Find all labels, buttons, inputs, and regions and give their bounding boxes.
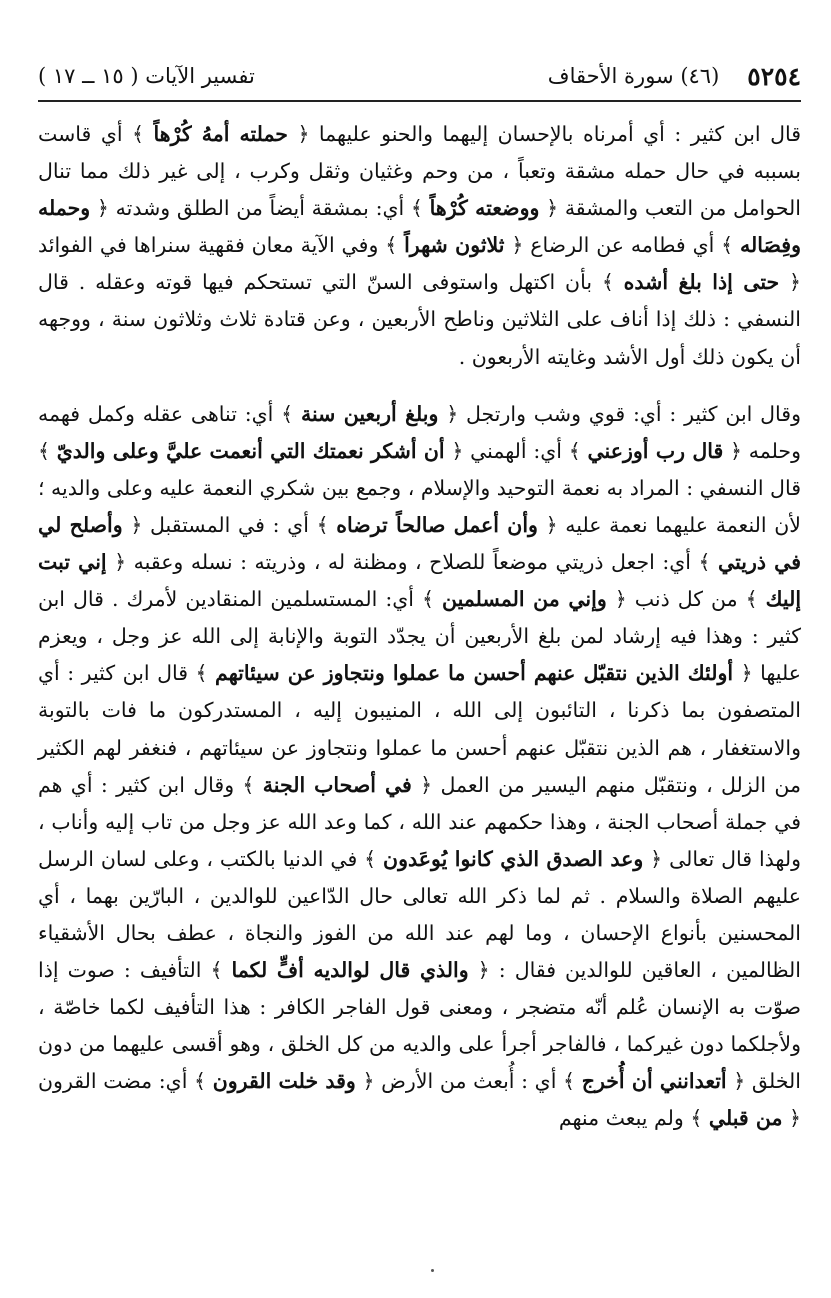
- section-title: تفسير الآيات ( ١٥ ــ ١٧ ): [38, 64, 255, 88]
- paragraph-1: [38, 116, 801, 376]
- commentary-text: ﴾ أي: ألهمني ﴿: [444, 438, 588, 463]
- page-number: ٥٢٥٤: [747, 61, 801, 91]
- quran-quote: وحمله وفِصَاله: [38, 196, 802, 258]
- commentary-text: ﴾ من كل ذنب ﴿: [606, 587, 766, 612]
- commentary-text: ﴾ وقال ابن كثير : أي هم في جملة أصحاب الجنة ، وهذا حكمهم عند الله ، كما وعد الله عز وجل من تاب إليه وأناب ، ولهذا قال تعالى ﴿: [38, 772, 801, 871]
- commentary-text: ﴾ أي قاست بسببه في حال حمله مشقة وتعباً ، من وحم وغثيان وثقل وكرب ، إلى غير ذلك مما تنال الحوامل من التعب والمشقة ﴿: [38, 122, 801, 221]
- quran-quote: من قبلي: [708, 1106, 783, 1131]
- page-header: [38, 58, 801, 94]
- paragraph-2: [38, 396, 801, 1138]
- page-dot-mark: [431, 1269, 434, 1272]
- header-rule: [38, 100, 801, 102]
- commentary-text: ﴾ أي: المستسلمين المنقادين لأمرك . قال ابن كثير : وهذا فيه إرشاد لمن بلغ الأربعين أن يجدّد التوبة والإنابة إلى الله عز وجل ، ويعزم عليها ﴿: [38, 587, 801, 686]
- commentary-text: ﴾ أي: اجعل ذريتي موضعاً للصلاح ، ومظنة له ، وذريته : نسله وعقبه ﴿: [106, 550, 718, 575]
- quran-quote: وأن أعمل صالحاً ترضاه: [336, 512, 538, 537]
- quran-quote: وقد خلت القرون: [212, 1069, 356, 1094]
- page-body: [38, 116, 801, 1138]
- commentary-text: قال ابن كثير : أي أمرناه بالإحسان إليهما والحنو عليهما ﴿: [287, 122, 802, 146]
- quran-quote: وأصلح لي في ذريتي: [38, 512, 801, 575]
- quran-quote: أولئك الذين نتقبّل عنهم أحسن ما عملوا ونتجاوز عن سيئاتهم: [215, 661, 734, 686]
- quran-quote: قال رب أوزعني: [587, 438, 724, 463]
- commentary-text: ﴾ بأن اكتهل واستوفى السنّ التي تستحكم فيها قوته وعقله . قال النسفي : ذلك إذا أناف على الثلاثين وناطح الأربعين ، وعن قتادة ثلاث وثلاثون سنة ، ووجهه أن يكون ذلك أول الأشد وغايته الأربعون .: [38, 270, 801, 369]
- quran-quote: ثلاثون شهراً: [404, 233, 505, 258]
- quran-quote: والذي قال لوالديه أفٍّ لكما: [231, 958, 469, 983]
- commentary-text: وقال ابن كثير : أي: قوي وشب وارتجل ﴿: [438, 401, 801, 426]
- commentary-text: ﴾ في الدنيا بالكتب ، وعلى لسان الرسل عليهم الصلاة والسلام . ثم لما ذكر الله تعالى حال الدّاعين للوالدين ، البارّين بهما ، أي المحسنين بأنواع الإحسان ، وما لهم عند الله من الفوز والنجاة ، عطف بحال الأشقياء الظالمين ، العاقين للوالدين فقال : ﴿: [38, 846, 801, 983]
- commentary-text: ﴾ قال النسفي : المراد به نعمة التوحيد والإسلام ، وجمع بين شكري النعمة عليه وعلى والديه ؛ لأن النعمة عليهما نعمة عليه ﴿: [38, 438, 801, 537]
- commentary-text: ﴾ أي فطامه عن الرضاع ﴿: [504, 233, 741, 258]
- header-right-group: [548, 62, 801, 91]
- surah-title: (٤٦) سورة الأحقاف: [547, 64, 720, 88]
- quran-quote: حملته أمهُ كُرْهاً: [153, 122, 288, 146]
- quran-quote: وإني من المسلمين: [442, 587, 607, 612]
- commentary-text: ﴾ التأفيف : صوت إذا صوّت به الإنسان عُلم أنّه متضجر ، ومعنى قول الفاجر الكافر : هذا التأفيف لكما خاصّة ، ولأجلكما دون غيركما ، فالفاجر أجرأ على والديه من كل الخلق ، وهو أقسى عليهما من دون الخلق ﴿: [38, 958, 801, 1094]
- quran-quote: وعد الصدق الذي كانوا يُوعَدون: [383, 846, 644, 871]
- commentary-text: ﴾ أي : أُبعث من الأرض ﴿: [355, 1069, 582, 1094]
- quran-quote: أتعدانني أن أُخرج: [581, 1069, 727, 1094]
- quran-quote: أن أشكر نعمتك التي أنعمت عليَّ وعلى والديّ: [56, 438, 445, 463]
- commentary-text: ﴾ ولم يبعث منهم: [558, 1106, 709, 1131]
- quran-quote: في أصحاب الجنة: [262, 772, 412, 797]
- commentary-text: ﴾ أي: مضت القرون ﴿: [38, 1069, 801, 1131]
- commentary-text: ﴾ أي: بمشقة أيضاً من الطلق وشدته ﴿: [90, 196, 430, 221]
- commentary-text: ﴾ أي : في المستقبل ﴿: [122, 512, 337, 537]
- quran-quote: وبلغ أربعين سنة: [300, 401, 439, 426]
- commentary-text: ﴾ وفي الآية معان فقهية سنراها في الفوائد ﴿: [38, 233, 802, 295]
- commentary-text: ﴾ أي: تناهى عقله وكمل فهمه وحلمه ﴿: [38, 401, 801, 463]
- quran-quote: ووضعته كُرْهاً: [429, 196, 540, 221]
- quran-quote: حتى إذا بلغ أشده: [623, 270, 780, 295]
- quran-quote: إني تبت إليك: [38, 550, 802, 612]
- commentary-text: ﴾ قال ابن كثير : أي المتصفون بما ذكرنا ، التائبون إلى الله ، المنيبون إليه ، المستدركون ما فات بالتوبة والاستغفار ، هم الذين نتقبّل عنهم أحسن ما عملوا ونتجاوز عن سيئاتهم ، فنغفر لهم الكثير من الزلل ، ونتقبّل منهم اليسير من العمل ﴿: [38, 661, 801, 797]
